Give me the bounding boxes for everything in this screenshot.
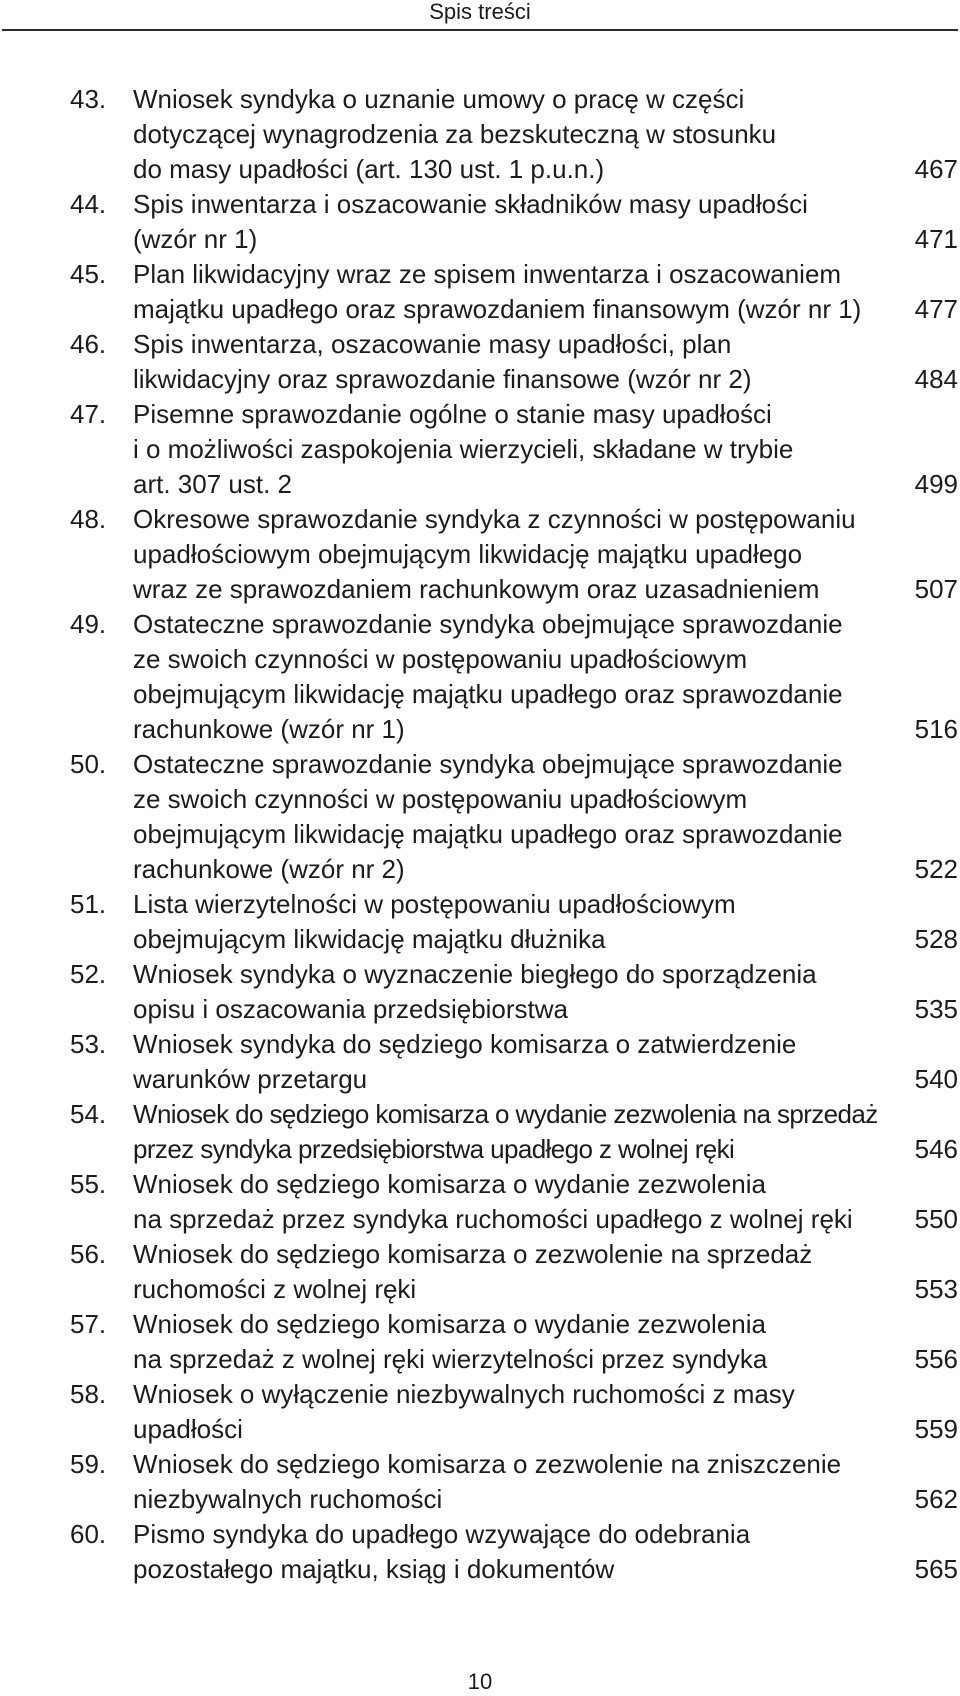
toc-entry-title: Ostateczne sprawozdanie syndyka obejmujące sprawozdanie ze swoich czynności w postępowaniu upadłościowym obejmującym likwidację majątku upadłego oraz sprawozdanie rachunkowe (wzór nr 2) [133, 749, 843, 884]
toc-entry-title: Wniosek do sędziego komisarza o zezwolenie na zniszczenie niezbywalnych ruchomości [133, 1449, 842, 1514]
toc-entry-title: Wniosek do sędziego komisarza o wydanie zezwolenia na sprzedaż przez syndyka przedsiębiorstwa upadłego z wolnej ręki [133, 1099, 878, 1164]
toc-entry [0, 887, 960, 957]
toc-entry-number: 48. [70, 504, 107, 534]
toc-entry-page: 477 [914, 294, 958, 324]
toc-entry-title: Ostateczne sprawozdanie syndyka obejmujące sprawozdanie ze swoich czynności w postępowaniu upadłościowym obejmującym likwidację majątku upadłego oraz sprawozdanie rachunkowe (wzór nr 1) [133, 609, 843, 744]
page-number: 10 [467, 1669, 493, 1694]
toc-entry [0, 397, 960, 502]
toc-entry-title: Wniosek syndyka o wyznaczenie biegłego do sporządzenia opisu i oszacowania przedsiębiorstwa [133, 959, 817, 1024]
toc-entry-number: 51. [70, 889, 107, 919]
toc-entry-page: 499 [914, 469, 958, 499]
toc-entry [0, 502, 960, 607]
toc-entry-page: 471 [914, 224, 958, 254]
toc-entry-title: Wniosek do sędziego komisarza o zezwolenie na sprzedaż ruchomości z wolnej ręki [133, 1239, 813, 1304]
toc-entry [0, 1027, 960, 1097]
toc-entry [0, 1097, 960, 1167]
toc-entry-page: 556 [914, 1344, 958, 1374]
toc-entry-page: 553 [914, 1274, 958, 1304]
toc-entry-title: Plan likwidacyjny wraz ze spisem inwentarza i oszacowaniem majątku upadłego oraz sprawozdaniem finansowym (wzór nr 1) [133, 259, 862, 324]
toc-entry-number: 58. [70, 1379, 107, 1409]
toc-entry [0, 957, 960, 1027]
running-header: Spis treści [429, 0, 531, 24]
toc-entry-page: 565 [914, 1554, 958, 1584]
toc-entry [0, 1307, 960, 1377]
header-rule [2, 29, 958, 31]
toc-entry-page: 546 [914, 1134, 958, 1164]
toc-entry [0, 1237, 960, 1307]
table-of-contents [0, 82, 960, 1587]
toc-entry-number: 56. [70, 1239, 107, 1269]
toc-entry [0, 327, 960, 397]
toc-entry-title: Wniosek syndyka do sędziego komisarza o zatwierdzenie warunków przetargu [133, 1029, 797, 1094]
toc-entry [0, 82, 960, 187]
toc-entry-title: Spis inwentarza i oszacowanie składników masy upadłości (wzór nr 1) [133, 189, 808, 254]
toc-entry-title: Lista wierzytelności w postępowaniu upadłościowym obejmującym likwidację majątku dłużnika [133, 889, 736, 954]
toc-entry-title: Pismo syndyka do upadłego wzywające do odebrania pozostałego majątku, ksiąg i dokumentów [133, 1519, 751, 1584]
toc-entry-page: 540 [914, 1064, 958, 1094]
toc-entry [0, 1167, 960, 1237]
toc-entry-title: Wniosek do sędziego komisarza o wydanie zezwolenia na sprzedaż z wolnej ręki wierzytelności przez syndyka [133, 1309, 768, 1374]
toc-entry-page: 467 [914, 154, 958, 184]
toc-entry-number: 47. [70, 399, 107, 429]
toc-entry-number: 44. [70, 189, 107, 219]
toc-entry-title: Spis inwentarza, oszacowanie masy upadłości, plan likwidacyjny oraz sprawozdanie finansowe (wzór nr 2) [133, 329, 752, 394]
toc-entry [0, 187, 960, 257]
toc-entry-page: 528 [914, 924, 958, 954]
toc-entry-page: 516 [914, 714, 958, 744]
toc-entry-number: 59. [70, 1449, 107, 1479]
toc-entry-title: Wniosek o wyłączenie niezbywalnych ruchomości z masy upadłości [133, 1379, 795, 1444]
toc-entry-page: 484 [914, 364, 958, 394]
toc-entry-title: Okresowe sprawozdanie syndyka z czynności w postępowaniu upadłościowym obejmującym likwidację majątku upadłego wraz ze sprawozdaniem rachunkowym oraz uzasadnieniem [133, 504, 856, 604]
toc-entry [0, 1377, 960, 1447]
toc-entry-page: 559 [914, 1414, 958, 1444]
toc-entry-title: Wniosek syndyka o uznanie umowy o pracę w części dotyczącej wynagrodzenia za bezskuteczną w stosunku do masy upadłości (art. 130 ust. 1 p.u.n.) [133, 84, 777, 184]
toc-entry-page: 550 [914, 1204, 958, 1234]
toc-entry-page: 507 [914, 574, 958, 604]
toc-entry-number: 60. [70, 1519, 107, 1549]
toc-entry-page: 522 [914, 854, 958, 884]
toc-entry [0, 747, 960, 887]
toc-entry-number: 57. [70, 1309, 107, 1339]
toc-entry-number: 49. [70, 609, 107, 639]
toc-entry-number: 50. [70, 749, 107, 779]
toc-entry-number: 54. [70, 1099, 107, 1129]
toc-entry [0, 607, 960, 747]
toc-entry-page: 562 [914, 1484, 958, 1514]
toc-entry-number: 55. [70, 1169, 107, 1199]
toc-entry [0, 1447, 960, 1517]
toc-entry-number: 43. [70, 84, 107, 114]
toc-entry-number: 52. [70, 959, 107, 989]
toc-entry-title: Pisemne sprawozdanie ogólne o stanie masy upadłości i o możliwości zaspokojenia wierzycieli, składane w trybie art. 307 ust. 2 [133, 399, 794, 499]
toc-entry-number: 53. [70, 1029, 107, 1059]
toc-entry-number: 45. [70, 259, 107, 289]
toc-entry [0, 1517, 960, 1587]
toc-entry-page: 535 [914, 994, 958, 1024]
toc-entry-number: 46. [70, 329, 107, 359]
toc-entry [0, 257, 960, 327]
toc-entry-title: Wniosek do sędziego komisarza o wydanie zezwolenia na sprzedaż przez syndyka ruchomości upadłego z wolnej ręki [133, 1169, 853, 1234]
